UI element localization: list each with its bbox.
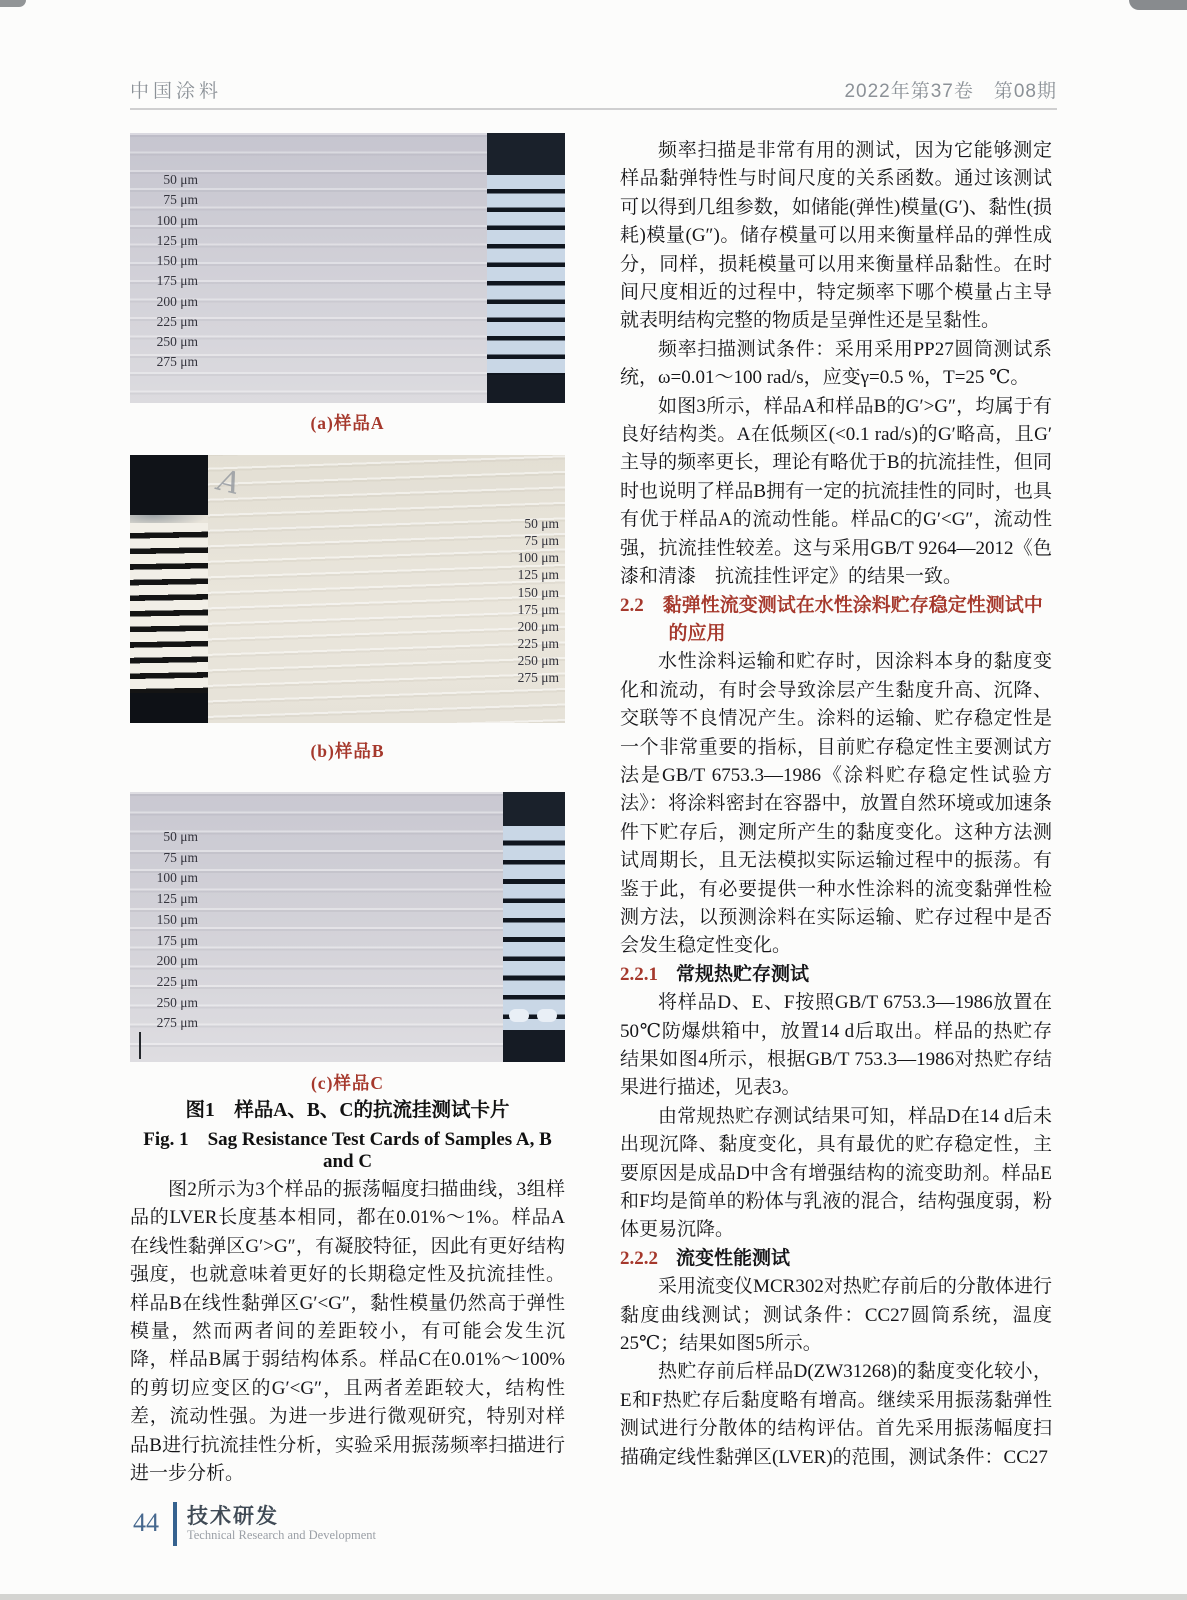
thickness-label: 225 μm (156, 974, 198, 990)
thickness-label: 125 μm (156, 232, 198, 248)
subcaption-c: (c)样品C (310, 1073, 385, 1093)
paragraph: 如图3所示，样品A和样品B的G′>G″，均属于有良好结构类。A在低频区(<0.1 rad/s)的G′略高，且G′主导的频率更长，理论有略优于B的抗流挂性，但同时也说明了样品B拥有一定的抗流挂性的同时，也具有优于样品A的流动性能。样品C的G′<G″，流动性强，抗流挂性较差。这与采用GB/T 9264—2012《色漆和清漆 抗流挂性评定》的结果一致。 (620, 395, 1052, 588)
page-footer (133, 1500, 533, 1552)
thickness-label: 125 μm (517, 567, 559, 583)
journal-name: 中国涂料 (130, 81, 223, 102)
thickness-label: 100 μm (156, 870, 198, 886)
thickness-label: 150 μm (156, 911, 198, 927)
subsection-title: 常规热贮存测试 (676, 963, 810, 985)
figure-1a-photo (130, 133, 565, 403)
scan-artifact-top-right (1129, 0, 1187, 10)
figure1-caption-en: Fig. 1 Sag Resistance Test Cards of Samples A, B and C (143, 1129, 552, 1172)
thickness-labels-b (499, 517, 559, 685)
thickness-label: 50 μm (524, 516, 559, 531)
strip-dark-block (503, 1030, 565, 1062)
strip-dark-block (487, 375, 565, 403)
thickness-label: 225 μm (156, 313, 198, 329)
thickness-label: 200 μm (156, 953, 198, 969)
strip-dark-block (503, 792, 565, 826)
scan-artifact-top-left (0, 0, 26, 7)
subsection-heading-2-2-1 (620, 961, 1052, 989)
thickness-label: 275 μm (517, 670, 559, 686)
thickness-label: 175 μm (156, 932, 198, 948)
thickness-label: 100 μm (517, 550, 559, 566)
footer-section-en: Technical Research and Development (187, 1528, 376, 1542)
issue-info: 2022年第37卷 第08期 (844, 81, 1057, 102)
thickness-label: 75 μm (163, 192, 198, 208)
thickness-label: 50 μm (163, 829, 198, 844)
thickness-label: 150 μm (517, 584, 559, 600)
figure-1c-photo (130, 792, 565, 1062)
strip-bars (487, 175, 565, 375)
paragraph: 水性涂料运输和贮存时，因涂料本身的黏度变化和流动，有时会导致涂层产生黏度升高、沉降、交联等不良情况产生。涂料的运输、贮存稳定性是一个非常重要的指标，目前贮存稳定性主要测试方法是GB/T 6753.3—1986《涂料贮存稳定性试验方法》：将涂料密封在容器中，放置自然环境或加速条件下贮存后，测定所产生的黏度变化。这种方法测试周期长，且无法模拟实际运输过程中的振荡。有鉴于此，有必要提供一种水性涂料的流变黏弹性检测方法，以预测涂料在实际运输、贮存过程中是否会发生稳定性变化。 (620, 651, 1052, 957)
footer-divider-bar (173, 1502, 177, 1546)
thickness-label: 250 μm (517, 653, 559, 669)
binder-hole (537, 1009, 557, 1022)
strip-bars (503, 826, 565, 1030)
contrast-strip-c (503, 792, 565, 1062)
thickness-label: 75 μm (524, 533, 559, 549)
paragraph: 将样品D、E、F按照GB/T 6753.3—1986放置在50℃防爆烘箱中，放置14 d后取出。样品的热贮存结果如图4所示，根据GB/T 753.3—1986对热贮存结果进行描述，见表3。 (620, 992, 1052, 1099)
thickness-label: 275 μm (156, 1015, 198, 1031)
left-column (130, 0, 565, 1600)
thickness-label: 125 μm (156, 891, 198, 907)
paragraph: 由常规热贮存测试结果可知，样品D在14 d后未出现沉降、黏度变化，具有最优的贮存稳定性，主要原因是成品D中含有增强结构的流变助剂。样品E和F均是简单的粉体与乳液的混合，结构强度弱，粉体更易沉降。 (620, 1105, 1052, 1241)
thickness-labels-a (138, 173, 198, 369)
subsection-heading-2-2-2 (620, 1245, 1052, 1273)
paragraph: 频率扫描测试条件：采用采用PP27圆筒测试系统，ω=0.01～100 rad/s，应变γ=0.5 %，T=25 ℃。 (620, 338, 1052, 389)
thickness-label: 175 μm (156, 273, 198, 289)
handwritten-mark: A (211, 463, 247, 502)
paragraph: 频率扫描是非常有用的测试，因为它能够测定样品黏弹特性与时间尺度的关系函数。通过该测试可以得到几组参数，如储能(弹性)模量(G′)、黏性(损耗)模量(G″)。储存模量可以用来衡量样品的弹性成分，同样，损耗模量可以用来衡量样品黏性。在时间尺度相近的过程中，特定频率下哪个模量占主导就表明结构完整的物质是呈弹性还是呈黏性。 (620, 140, 1052, 332)
paragraph: 热贮存前后样品D(ZW31268)的黏度变化较小，E和F热贮存后黏度略有增高。继续采用振荡黏弹性测试进行分散体的结构评估。首先采用振荡幅度扫描确定线性黏弹区(LVER)的范围，测试条件：CC27 (620, 1361, 1052, 1468)
scan-artifact-tick (139, 1032, 141, 1059)
figure1-caption-cn: 图1 样品A、B、C的抗流挂测试卡片 (185, 1100, 510, 1121)
paragraph: 图2所示为3个样品的振荡幅度扫描曲线，3组样品的LVER长度基本相同，都在0.01%～1%。样品A在线性黏弹区G′>G″，有凝胶特征，因此有更好结构强度，也就意味着更好的长期稳定性及抗流挂性。样品B在线性黏弹区G′<G″，黏性模量仍然高于弹性模量，然而两者间的差距较小，有可能会发生沉降，样品B属于弱结构体系。样品C在0.01%～100%的剪切应变区的G′<G″，且两者差距较大，结构性差，流动性强。为进一步进行微观研究，特别对样品B进行抗流挂性分析，实验采用振荡频率扫描进行进一步分析。 (130, 1179, 565, 1485)
thickness-label: 250 μm (156, 334, 198, 350)
thickness-label: 200 μm (156, 293, 198, 309)
strip-dark-block (487, 133, 565, 175)
thickness-label: 75 μm (163, 849, 198, 865)
subsection-number: 2.2.2 (620, 1247, 658, 1269)
thickness-label: 275 μm (156, 354, 198, 370)
paragraph: 采用流变仪MCR302对热贮存前后的分散体进行黏度曲线测试；测试条件：CC27圆筒系统，温度25℃；结果如图5所示。 (620, 1276, 1052, 1355)
thickness-label: 225 μm (517, 636, 559, 652)
thickness-label: 100 μm (156, 212, 198, 228)
figure-1b-photo (130, 455, 565, 723)
left-column-text (130, 1176, 565, 1488)
strip-dark-block (130, 693, 208, 723)
section-heading-2-2: 2.2 黏弹性流变测试在水性涂料贮存稳定性测试中的应用 (620, 594, 1043, 644)
thickness-label: 50 μm (163, 172, 198, 187)
subcaption-b: (b)样品B (310, 741, 385, 761)
strip-bars (130, 523, 208, 693)
subsection-number: 2.2.1 (620, 963, 658, 985)
page-number: 44 (133, 1508, 159, 1537)
subsection-title: 流变性能测试 (676, 1247, 791, 1269)
contrast-strip-a (487, 133, 565, 403)
footer-section-cn: 技术研发 (187, 1505, 279, 1528)
contrast-strip-b (130, 455, 208, 723)
thickness-label: 250 μm (156, 994, 198, 1010)
binder-hole (509, 1009, 529, 1022)
thickness-labels-c (138, 830, 198, 1030)
thickness-label: 150 μm (156, 253, 198, 269)
thickness-label: 175 μm (517, 601, 559, 617)
right-column (620, 137, 1052, 1472)
thickness-label: 200 μm (517, 618, 559, 634)
strip-dark-block (130, 455, 208, 523)
subcaption-a: (a)样品A (310, 413, 385, 433)
